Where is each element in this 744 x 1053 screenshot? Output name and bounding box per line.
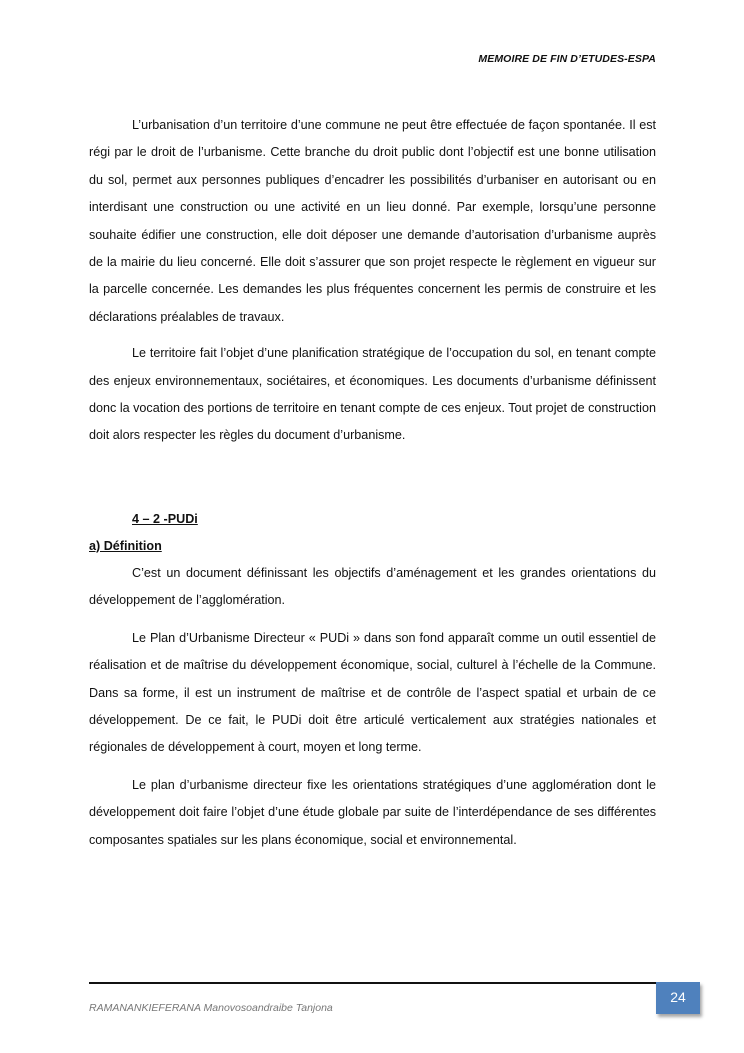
paragraph-orientations: Le plan d’urbanisme directeur fixe les orientations stratégiques d’une agglomération dont le développement doit faire l’objet d’une étude globale par suite de l’interdépendance de ses différentes composantes spatiales sur les plans économique, social et environnemental. — [89, 777, 656, 847]
page-body — [89, 112, 656, 863]
subsection-heading: a) Définition — [89, 538, 162, 553]
section-heading: 4 – 2 -PUDi — [132, 511, 198, 526]
footer-rule — [89, 982, 674, 984]
footer-author: RAMANANKIEFERANA Manovosoandraibe Tanjona — [89, 1002, 333, 1014]
running-header: MEMOIRE DE FIN D’ETUDES-ESPA — [478, 53, 656, 65]
paragraph-definition: C’est un document définissant les objectifs d’aménagement et les grandes orientations du développement de l’agglomération. — [89, 565, 656, 608]
page-number-badge: 24 — [656, 982, 700, 1014]
section-spacer — [89, 459, 656, 506]
paragraph-plan-urbanisme: Le Plan d’Urbanisme Directeur « PUDi » dans son fond apparaît comme un outil essentiel de réalisation et de maîtrise du développement économique, social, culturel à l’échelle de la Commune. Dans sa forme, il est un instrument de maîtrise et de contrôle de l’aspect spatial et urbain de ce développement. De ce fait, le PUDi doit être articulé verticalement aux stratégies nationales et régionales de développement à court, moyen et long terme. — [89, 630, 656, 755]
paragraph-territoire: Le territoire fait l’objet d’une planification stratégique de l’occupation du sol, en tenant compte des enjeux environnementaux, sociétaires, et économiques. Les documents d’urbanisme définissent donc la vocation des portions de territoire en tenant compte de ces enjeux. Tout projet de construction doit alors respecter les règles du document d’urbanisme. — [89, 346, 656, 443]
paragraph-urbanisation: L’urbanisation d’un territoire d’une commune ne peut être effectuée de façon spontanée. Il est régi par le droit de l’urbanisme. Cette branche du droit public dont l’objectif est une bonne utilisation du sol, permet aux personnes publiques d’encadrer les possibilités d’urbaniser en autorisant ou en interdisant une construction ou une activité en un lieu donné. Par exemple, lorsqu’une personne souhaite édifier une construction, elle doit déposer une demande d’autorisation d’urbanisme auprès de la mairie du lieu concerné. Elle doit s’assurer que son projet respecte le règlement en vigueur sur la parcelle concernée. Les demandes les plus fréquentes concernent les permis de construire et les déclarations préalables de travaux. — [89, 118, 656, 324]
